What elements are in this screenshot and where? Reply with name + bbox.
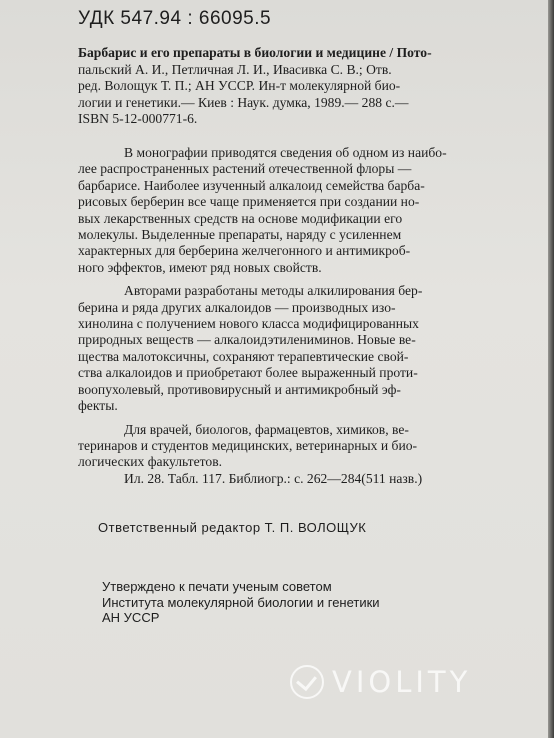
abstract-p2-line: берина и ряда других алкалоидов — производных изо- (78, 299, 396, 315)
approval-line: АН УССР (102, 610, 160, 625)
biblio-line-1: Барбарис и его препараты в биологии и медицине / Пото- (78, 45, 432, 60)
watermark (290, 662, 540, 702)
biblio-line-3: ред. Волощук Т. П.; АН УССР. Ин-т молекулярной био- (78, 78, 401, 94)
abstract-p1-line: рисовых берберин все чаще применяется при создании но- (78, 194, 420, 210)
abstract-p1-line: молекулы. Выделенные препараты, наряду с усиленнем (78, 227, 402, 243)
bibliographic-record (78, 45, 508, 128)
abstract-p2-line: щества малотоксичны, сохраняют терапевтические свой- (78, 348, 409, 364)
paragraph-gap (78, 276, 508, 283)
approval-note (102, 579, 380, 626)
abstract-p1-line: вых лекарственных средств на основе модификации его (78, 210, 403, 226)
abstract-p2-line: воопухолевый, противовирусный и антимикробный эф- (78, 381, 401, 397)
illustrations-count: Ил. 28. Табл. 117. Библиогр.: с. 262—284(511 назв.) (124, 470, 423, 486)
abstract-p1-line: характерных для берберина желчегонного и антимикроб- (78, 243, 411, 259)
checkmark-logo-icon (290, 665, 324, 699)
abstract-p3-line: логических факультетов. (78, 454, 223, 470)
abstract-p1-line: В монографии приводятся сведения об одном из наибо- (124, 145, 447, 160)
abstract-p1-line: ного эффектов, имеют ряд новых свойств. (78, 259, 322, 275)
paragraph-gap (78, 415, 508, 422)
udc-code: УДК 547.94 : 66095.5 (78, 8, 272, 29)
approval-line: Утверждено к печати ученым советом (102, 579, 332, 594)
approval-line: Института молекулярной биологии и генетики (102, 594, 380, 610)
abstract-p2-line: Авторами разработаны методы алкилирования бер- (124, 283, 423, 299)
biblio-isbn: ISBN 5-12-000771-6. (78, 111, 198, 127)
abstract-p2-line: природных веществ — алкалоидэтилениминов. Новые ве- (78, 332, 416, 348)
abstract-p2-line: фекты. (78, 398, 118, 414)
page-edge-shadow (548, 0, 554, 738)
abstract-p1-line: лее распространенных растений отечественной флоры — (78, 161, 412, 177)
abstract-p2-line: ства алкалоидов и приобретают более выраженный проти- (78, 365, 418, 381)
biblio-line-2: пальский А. И., Петличная Л. И., Ивасивка С. В.; Отв. (78, 61, 392, 77)
responsible-editor: Ответственный редактор Т. П. ВОЛОЩУК (98, 520, 367, 535)
abstract (78, 145, 508, 487)
abstract-p2-line: хинолина с получением нового класса модифицированных (78, 316, 419, 332)
watermark-text: VIOLITY (332, 665, 472, 699)
abstract-p1-line: барбарисе. Наиболее изученный алкалоид семейства барба- (78, 177, 425, 193)
biblio-line-4: логии и генетики.— Киев : Наук. думка, 1989.— 288 с.— (78, 94, 409, 110)
abstract-p3-line: Для врачей, биологов, фармацевтов, химиков, ве- (124, 421, 409, 437)
abstract-p3-line: теринаров и студентов медицинских, ветеринарных и био- (78, 437, 418, 453)
